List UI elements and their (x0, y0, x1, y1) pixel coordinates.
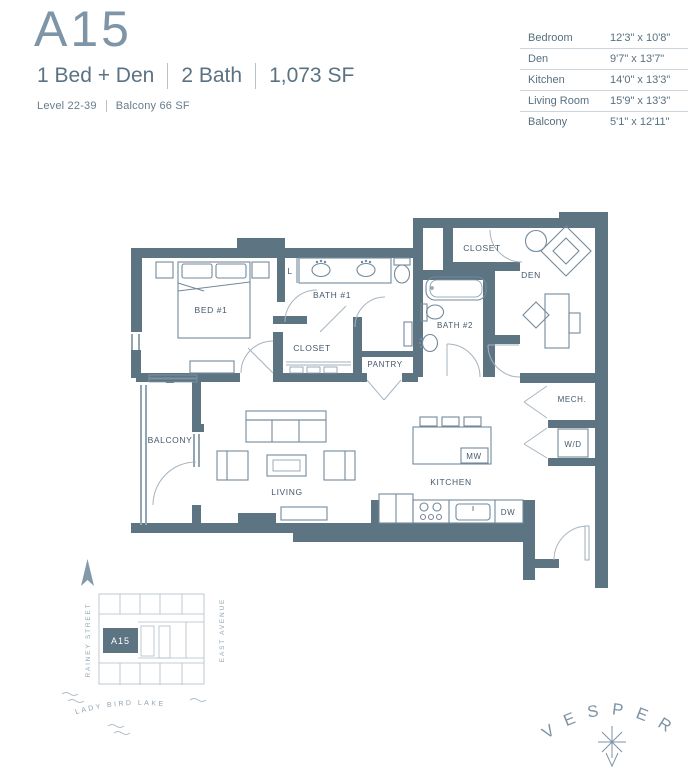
room-label-bath2: BATH #2 (436, 321, 474, 330)
room-label-mech: MECH. (557, 395, 587, 404)
north-arrow-icon (81, 559, 94, 586)
room-label-dw: DW (500, 508, 516, 517)
brand-name: VESPER (538, 700, 686, 743)
room-label-closet-den: CLOSET (463, 243, 501, 253)
room-label-wd: W/D (564, 440, 582, 449)
room-label-mw: MW (466, 452, 482, 461)
spec-baths: 2 Bath (181, 64, 243, 87)
room-name: Bedroom (528, 32, 573, 44)
bed-furniture (156, 262, 269, 373)
street-label-rainey: RAINEY STREET (85, 602, 92, 678)
meta-level: Level 22-39 (37, 100, 97, 112)
room-label-pantry: PANTRY (367, 360, 403, 369)
room-name: Kitchen (528, 74, 565, 86)
living-furniture (217, 411, 355, 520)
room-size: 5'1" x 12'11" (610, 116, 670, 128)
room-label-bath1: BATH #1 (312, 290, 352, 300)
walls (131, 212, 608, 588)
water-label: LADY BIRD LAKE (74, 699, 166, 717)
brand-logo (534, 700, 690, 766)
room-label-living: LIVING (271, 487, 303, 497)
closet-shelves (286, 362, 351, 373)
room-size: 12'3" x 10'8" (610, 32, 671, 44)
room-name: Den (528, 53, 549, 65)
room-size: 14'0" x 13'3" (610, 74, 671, 86)
compass-star-icon (598, 726, 626, 766)
spec-area: 1,073 SF (269, 64, 355, 87)
spec-beds: 1 Bed + Den (37, 64, 155, 87)
meta-balcony: Balcony 66 SF (115, 100, 190, 112)
bath2-fixtures (419, 277, 486, 352)
room-label-closet-bed: CLOSET (293, 343, 331, 353)
room-label-bed1: BED #1 (194, 305, 228, 315)
unit-title: A15 (34, 1, 132, 57)
street-label-east: EAST AVENUE (219, 597, 226, 663)
room-label-linen: L (287, 266, 293, 276)
room-label-den: DEN (521, 270, 541, 280)
room-size: 9'7" x 13'7" (610, 53, 665, 65)
den-furniture (523, 226, 591, 348)
room-name: Living Room (528, 95, 590, 107)
room-label-balcony: BALCONY (147, 435, 193, 445)
room-label-kitchen: KITCHEN (430, 477, 472, 487)
room-size: 15'9" x 13'3" (610, 95, 671, 107)
site-map (62, 559, 226, 735)
room-name: Balcony (528, 116, 568, 128)
unit-highlight-label: A15 (110, 636, 131, 646)
